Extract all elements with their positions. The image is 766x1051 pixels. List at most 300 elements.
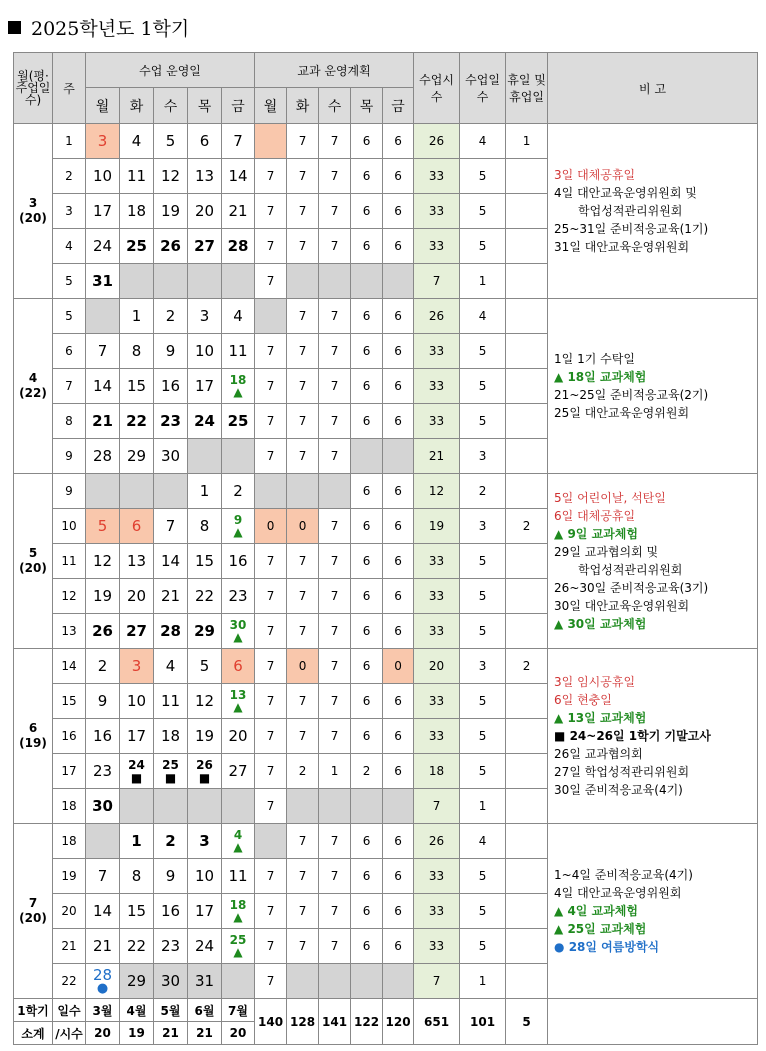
day-number: 13 [194, 167, 215, 185]
plan-cell: 6 [383, 124, 414, 159]
week-row [14, 124, 758, 159]
summary-sub-bottom: /시수 [53, 1022, 86, 1045]
plan-cell: 6 [351, 579, 383, 614]
holidays-cell [506, 754, 548, 789]
day-cell [86, 579, 120, 614]
day-number: 21 [160, 587, 181, 605]
week-row [14, 649, 758, 684]
day-number: 11 [228, 867, 248, 885]
day-number: 9 [233, 513, 243, 527]
day-number: 19 [92, 587, 113, 605]
plan-cell: 7 [319, 404, 351, 439]
day-cell [222, 369, 255, 404]
day-number: 22 [126, 412, 147, 430]
remark-line: ▲ 4일 교과체험 [554, 904, 638, 918]
month-label: 6 [28, 721, 38, 735]
class-days-header: 수업 운영일 [86, 53, 255, 88]
plan-cell: 7 [255, 369, 287, 404]
day-cell [188, 544, 222, 579]
day-cell [222, 789, 255, 824]
day-number: 14 [228, 167, 248, 185]
remarks-cell [548, 649, 758, 824]
remark-line: ▲ 30일 교과체험 [554, 617, 647, 631]
day-cell [188, 509, 222, 544]
day-number: 1 [131, 832, 142, 850]
days-count-cell: 2 [460, 474, 506, 509]
plan-cell [351, 439, 383, 474]
week-row [14, 824, 758, 859]
hours-cell: 12 [414, 474, 460, 509]
day-cell [86, 474, 120, 509]
remark-line: ▲ 13일 교과체험 [554, 711, 647, 725]
week-number: 10 [53, 509, 86, 544]
day-cell [120, 229, 154, 264]
day-number: 10 [92, 167, 113, 185]
day-cell [154, 544, 188, 579]
holidays-cell [506, 859, 548, 894]
day-cell [120, 964, 154, 999]
plan-cell: 2 [351, 754, 383, 789]
holidays-cell [506, 299, 548, 334]
day-cell [86, 824, 120, 859]
month-day-count: (22) [19, 386, 47, 400]
weekday-thu: 목 [188, 88, 222, 124]
plan-cell: 6 [383, 299, 414, 334]
plan-cell: 7 [287, 614, 319, 649]
day-cell [154, 299, 188, 334]
day-cell [188, 124, 222, 159]
plan-cell: 7 [255, 159, 287, 194]
remark-line: ● 28일 여름방학식 [554, 940, 660, 954]
week-number: 19 [53, 859, 86, 894]
remark-line: 학업성적관리위원회 [578, 204, 683, 218]
day-cell [86, 614, 120, 649]
days-count-cell: 3 [460, 509, 506, 544]
day-number: 27 [194, 237, 215, 255]
summary-label-top: 1학기 [14, 999, 53, 1022]
event-triangle-icon: ▲ [233, 630, 243, 644]
day-number: 25 [227, 412, 249, 430]
event-triangle-icon: ▲ [233, 910, 243, 924]
holidays-cell [506, 614, 548, 649]
plan-cell: 7 [255, 684, 287, 719]
plan-cell: 6 [383, 404, 414, 439]
week-number: 5 [53, 264, 86, 299]
plan-cell: 0 [287, 649, 319, 684]
summary-month: 7월 [222, 999, 255, 1022]
day-number: 9 [97, 692, 108, 710]
plan-cell: 7 [287, 544, 319, 579]
week-number: 21 [53, 929, 86, 964]
holidays-cell [506, 369, 548, 404]
day-number: 28 [92, 447, 113, 465]
hours-total: 651 [414, 999, 460, 1045]
remark-line: 26~30일 준비적응교육(3기) [554, 581, 709, 595]
day-cell [86, 404, 120, 439]
day-number: 24 [92, 237, 113, 255]
days-count-cell: 5 [460, 929, 506, 964]
days-count-cell: 5 [460, 614, 506, 649]
plan-cell: 7 [287, 929, 319, 964]
holidays-cell [506, 474, 548, 509]
plan-cell: 6 [383, 194, 414, 229]
week-number: 16 [53, 719, 86, 754]
day-number: 30 [160, 972, 181, 990]
plan-cell: 6 [351, 719, 383, 754]
plan-cell: 6 [351, 824, 383, 859]
day-number: 16 [228, 552, 248, 570]
day-number: 30 [92, 797, 113, 815]
day-cell [120, 124, 154, 159]
day-number: 26 [160, 237, 181, 255]
plan-weekday-wed: 수 [319, 88, 351, 124]
plan-cell [255, 124, 287, 159]
plan-cell: 7 [255, 264, 287, 299]
remark-line: 26일 교과협의회 [554, 747, 643, 761]
remark-line: 6일 현충일 [554, 693, 612, 707]
plan-cell: 7 [319, 439, 351, 474]
day-number: 28 [227, 237, 249, 255]
day-cell [188, 754, 222, 789]
hours-cell: 33 [414, 579, 460, 614]
plan-cell [287, 264, 319, 299]
plan-cell: 6 [351, 124, 383, 159]
day-cell [120, 719, 154, 754]
holidays-cell [506, 194, 548, 229]
day-number: 24 [128, 757, 145, 772]
day-cell [120, 194, 154, 229]
week-number: 5 [53, 299, 86, 334]
day-cell [188, 264, 222, 299]
plan-cell: 7 [319, 894, 351, 929]
day-cell [188, 614, 222, 649]
hours-cell: 21 [414, 439, 460, 474]
plan-cell [319, 264, 351, 299]
day-cell [154, 649, 188, 684]
plan-cell: 6 [383, 894, 414, 929]
plan-cell: 7 [255, 194, 287, 229]
week-header: 주 [53, 53, 86, 124]
exam-square-icon: ■ [164, 770, 177, 785]
schedule-table [13, 52, 758, 1045]
day-number: 7 [233, 132, 243, 150]
plan-cell: 7 [287, 439, 319, 474]
plan-cell: 6 [351, 194, 383, 229]
holidays-cell [506, 264, 548, 299]
day-cell [120, 789, 154, 824]
days-count-cell: 1 [460, 789, 506, 824]
day-number: 2 [233, 482, 243, 500]
day-number: 8 [131, 342, 142, 360]
day-cell [154, 509, 188, 544]
plan-cell: 7 [255, 334, 287, 369]
remark-line: 25일 대안교육운영위원회 [554, 406, 690, 420]
plan-cell: 7 [319, 369, 351, 404]
day-number: 1 [131, 307, 142, 325]
event-triangle-icon: ▲ [233, 840, 243, 854]
plan-cell: 7 [255, 894, 287, 929]
day-cell [188, 684, 222, 719]
days-count-cell: 5 [460, 544, 506, 579]
day-number: 2 [97, 657, 108, 675]
day-number: 15 [194, 552, 215, 570]
remarks-cell [548, 824, 758, 999]
summary-sub-top: 일수 [53, 999, 86, 1022]
plan-cell: 7 [319, 544, 351, 579]
day-number: 7 [97, 867, 108, 885]
days-count-cell: 5 [460, 719, 506, 754]
day-cell [188, 579, 222, 614]
day-number: 6 [199, 132, 210, 150]
day-number: 30 [160, 447, 181, 465]
remark-line: 3일 대체공휴일 [554, 168, 636, 182]
weekday-wed: 수 [154, 88, 188, 124]
day-number: 7 [97, 342, 108, 360]
day-cell [154, 404, 188, 439]
hours-cell: 33 [414, 544, 460, 579]
holidays-cell [506, 159, 548, 194]
holidays-cell [506, 719, 548, 754]
day-number: 8 [131, 867, 142, 885]
day-number: 26 [92, 622, 113, 640]
days-count-cell: 5 [460, 229, 506, 264]
day-cell [120, 894, 154, 929]
holidays-cell [506, 929, 548, 964]
day-cell [222, 194, 255, 229]
day-cell [154, 684, 188, 719]
day-number: 29 [126, 447, 147, 465]
exam-square-icon: ■ [198, 770, 211, 785]
day-cell [86, 194, 120, 229]
remark-line: 4일 대안교육운영위원회 및 [554, 186, 697, 200]
hours-cell: 26 [414, 299, 460, 334]
plan-cell [287, 964, 319, 999]
plan-total: 120 [383, 999, 414, 1045]
days-count-cell: 5 [460, 579, 506, 614]
hours-cell: 33 [414, 229, 460, 264]
days-count-cell: 5 [460, 859, 506, 894]
day-cell [86, 229, 120, 264]
vacation-circle-icon: ● [96, 981, 109, 996]
day-cell [222, 334, 255, 369]
day-number: 18 [229, 373, 247, 387]
day-number: 31 [194, 972, 215, 990]
plan-cell: 0 [383, 649, 414, 684]
month-header: 월(평·주업일수) [14, 53, 53, 124]
day-number: 23 [160, 937, 181, 955]
day-cell [188, 649, 222, 684]
plan-total: 140 [255, 999, 287, 1045]
plan-cell: 6 [383, 614, 414, 649]
plan-cell: 6 [351, 369, 383, 404]
plan-cell: 6 [351, 299, 383, 334]
day-cell [188, 719, 222, 754]
day-cell [154, 929, 188, 964]
hours-cell: 33 [414, 194, 460, 229]
day-number: 29 [194, 622, 215, 640]
day-number: 6 [233, 657, 243, 675]
day-cell [222, 859, 255, 894]
remark-line: 6일 대체공휴일 [554, 509, 636, 523]
day-cell [120, 509, 154, 544]
day-number: 10 [194, 867, 215, 885]
day-cell [120, 439, 154, 474]
day-number: 11 [126, 167, 147, 185]
day-cell [120, 754, 154, 789]
day-cell [86, 544, 120, 579]
days-count-cell: 5 [460, 159, 506, 194]
plan-cell: 7 [255, 754, 287, 789]
plan-cell: 7 [287, 229, 319, 264]
day-number: 17 [92, 202, 113, 220]
day-cell [86, 299, 120, 334]
day-cell [222, 684, 255, 719]
hours-cell: 33 [414, 894, 460, 929]
holidays-cell [506, 894, 548, 929]
plan-cell: 7 [319, 194, 351, 229]
day-cell [154, 894, 188, 929]
plan-cell: 7 [287, 369, 319, 404]
day-number: 3 [97, 132, 108, 150]
plan-cell: 7 [287, 159, 319, 194]
plan-cell: 6 [383, 579, 414, 614]
day-number: 31 [92, 272, 113, 290]
plan-weekday-tue: 화 [287, 88, 319, 124]
remark-line: 31일 대안교육운영위원회 [554, 240, 690, 254]
class-hours-header: 수업시수 [414, 53, 460, 124]
hours-cell: 33 [414, 929, 460, 964]
day-cell [86, 789, 120, 824]
hours-cell: 7 [414, 964, 460, 999]
hours-cell: 19 [414, 509, 460, 544]
day-cell [86, 859, 120, 894]
plan-cell: 7 [287, 684, 319, 719]
day-number: 4 [131, 132, 142, 150]
plan-weekday-thu: 목 [351, 88, 383, 124]
plan-cell: 6 [351, 544, 383, 579]
day-cell [86, 369, 120, 404]
plan-cell: 6 [383, 824, 414, 859]
day-number: 7 [165, 517, 176, 535]
holidays-cell [506, 964, 548, 999]
plan-cell: 6 [383, 509, 414, 544]
plan-cell: 6 [383, 719, 414, 754]
summary-month: 6월 [188, 999, 222, 1022]
day-number: 25 [126, 237, 147, 255]
day-number: 15 [126, 902, 147, 920]
day-cell [86, 124, 120, 159]
plan-cell: 7 [319, 509, 351, 544]
hours-cell: 33 [414, 334, 460, 369]
days-count-cell: 3 [460, 649, 506, 684]
day-cell [222, 929, 255, 964]
day-number: 12 [160, 167, 181, 185]
day-number: 11 [160, 692, 181, 710]
remarks-cell [548, 124, 758, 299]
day-number: 14 [92, 377, 113, 395]
plan-cell: 6 [383, 369, 414, 404]
plan-cell [351, 789, 383, 824]
day-cell [222, 439, 255, 474]
day-cell [86, 964, 120, 999]
month-cell [14, 124, 53, 299]
day-cell [222, 229, 255, 264]
days-count-cell: 5 [460, 684, 506, 719]
day-number: 12 [92, 552, 113, 570]
day-number: 10 [194, 342, 215, 360]
holidays-header: 휴일 및 휴업일 [506, 53, 548, 124]
remark-line: 29일 교과협의회 및 [554, 545, 659, 559]
plan-cell: 7 [319, 824, 351, 859]
holidays-cell [506, 229, 548, 264]
day-number: 22 [126, 937, 147, 955]
day-cell [222, 964, 255, 999]
class-days-count-header: 수업일수 [460, 53, 506, 124]
week-row [14, 299, 758, 334]
plan-cell [287, 474, 319, 509]
day-cell [222, 894, 255, 929]
summary-month-days: 21 [188, 1022, 222, 1045]
day-cell [222, 754, 255, 789]
plan-cell [255, 474, 287, 509]
remarks-cell [548, 474, 758, 649]
day-cell [86, 684, 120, 719]
plan-cell: 7 [319, 649, 351, 684]
summary-month: 3월 [86, 999, 120, 1022]
day-cell [222, 544, 255, 579]
days-count-cell: 5 [460, 754, 506, 789]
day-number: 21 [228, 202, 248, 220]
day-number: 17 [194, 377, 215, 395]
plan-cell: 6 [351, 649, 383, 684]
days-count-cell: 5 [460, 404, 506, 439]
day-number: 14 [92, 902, 113, 920]
month-cell [14, 299, 53, 474]
day-cell [120, 404, 154, 439]
plan-cell [351, 964, 383, 999]
weekday-tue: 화 [120, 88, 154, 124]
day-cell [188, 229, 222, 264]
summary-remarks [548, 999, 758, 1045]
page-title: 2025학년도 1학기 [8, 14, 189, 41]
plan-cell: 7 [255, 579, 287, 614]
day-number: 18 [160, 727, 181, 745]
remark-line: ▲ 25일 교과체험 [554, 922, 647, 936]
holidays-cell [506, 824, 548, 859]
day-cell [222, 299, 255, 334]
plan-cell: 6 [351, 229, 383, 264]
plan-cell: 6 [351, 929, 383, 964]
day-cell [86, 649, 120, 684]
plan-cell: 6 [383, 754, 414, 789]
event-triangle-icon: ▲ [233, 700, 243, 714]
day-cell [154, 369, 188, 404]
day-number: 10 [126, 692, 147, 710]
plan-cell: 6 [383, 544, 414, 579]
day-number: 17 [194, 902, 215, 920]
days-count-cell: 5 [460, 334, 506, 369]
month-label: 7 [28, 896, 38, 910]
day-cell [188, 369, 222, 404]
day-cell [188, 859, 222, 894]
day-cell [120, 824, 154, 859]
holidays-cell [506, 334, 548, 369]
day-cell [120, 264, 154, 299]
plan-cell: 7 [255, 649, 287, 684]
day-cell [222, 824, 255, 859]
day-cell [120, 614, 154, 649]
month-label: 5 [28, 546, 38, 560]
